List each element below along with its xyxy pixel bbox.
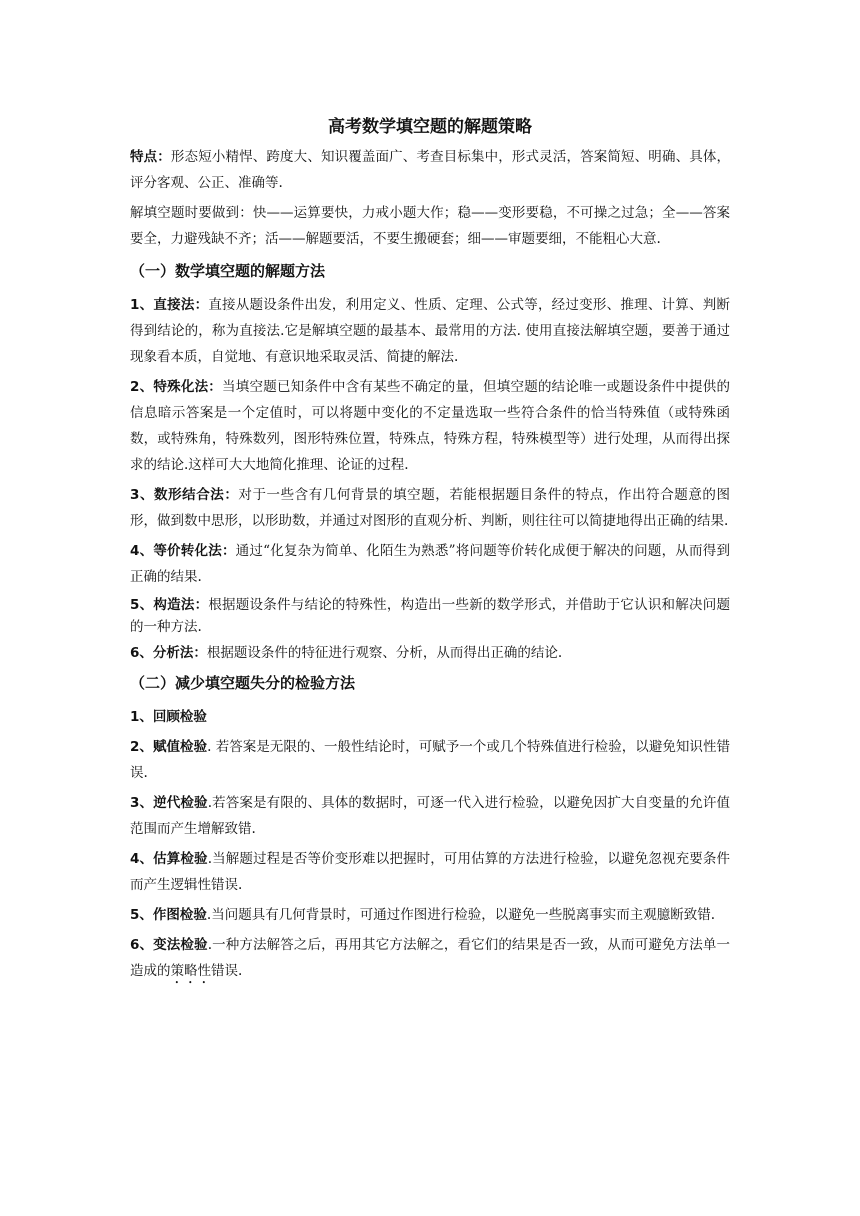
method-item: [130, 594, 730, 638]
check-lead: 4、估算检验: [130, 851, 208, 867]
requirements-paragraph: [130, 200, 730, 252]
method-lead: 1、直接法：: [130, 297, 209, 313]
method-item: [130, 292, 730, 370]
check-text: .一种方法解答之后，再用其它方法解之，看它们的结果是否一致，从而可避免方法单一造成的: [130, 937, 730, 979]
check-item: [130, 790, 730, 842]
check-tail: 错误.: [211, 963, 243, 979]
method-text: 根据题设条件的特征进行观察、分析，从而得出正确的结论.: [206, 645, 563, 661]
check-item: [130, 846, 730, 898]
method-lead: 4、等价转化法：: [130, 543, 236, 559]
section1-heading: （一）数学填空题的解题方法: [130, 262, 326, 280]
method-text: 根据题设条件与结论的特殊性，构造出一些新的数学形式，并借助于它认识和解决问题的一种方法.: [130, 597, 730, 635]
features-paragraph: [130, 144, 730, 196]
method-lead: 2、特殊化法：: [130, 379, 223, 395]
check-item: [130, 932, 730, 987]
check-text: .当问题具有几何背景时，可通过作图进行检验，以避免一些脱离事实而主观臆断致错.: [206, 907, 715, 923]
method-text: 当填空题已知条件中含有某些不确定的量，但填空题的结论唯一或题设条件中提供的信息暗示答案是一个定值时，可以将题中变化的不定量选取一些符合条件的恰当特殊值（或特殊函数，或特殊角，特殊数列，图形特殊位置，特殊点，特殊方程，特殊模型等）进行处理，从而得出探求的结论.这样可大大地简化推理、论证的过程.: [130, 379, 730, 473]
features-text: 形态短小精悍、跨度大、知识覆盖面广、考查目标集中，形式灵活，答案简短、明确、具体，评分客观、公正、准确等.: [130, 149, 731, 191]
check-item: [130, 704, 730, 730]
method-item: [130, 374, 730, 478]
check-lead: 5、作图检验: [130, 907, 207, 923]
document-body: [130, 112, 730, 991]
check-text: . 若答案是无限的、一般性结论时，可赋予一个或几个特殊值进行检验，以避免知识性错误.: [130, 739, 730, 781]
features-lead: 特点：: [130, 149, 171, 165]
method-lead: 3、数形结合法：: [130, 487, 239, 503]
check-lead: 6、变法检验: [130, 937, 208, 953]
check-lead: 3、逆代检验: [130, 795, 208, 811]
check-item: [130, 902, 730, 928]
method-item: [130, 642, 730, 664]
method-text: 对于一些含有几何背景的填空题，若能根据题目条件的特点，作出符合题意的图形，做到数中思形，以形助数，并通过对图形的直观分析、判断，则往往可以简捷地得出正确的结果.: [130, 487, 730, 529]
section2-heading: （二）减少填空题失分的检验方法: [130, 674, 356, 692]
method-item: [130, 482, 730, 534]
method-lead: 5、构造法：: [130, 597, 209, 613]
check-lead: 1、回顾检验: [130, 709, 207, 725]
check-text: .若答案是有限的、具体的数据时，可逐一代入进行检验，以避免因扩大自变量的允许值范围而产生增解致错.: [130, 795, 730, 837]
method-lead: 6、分析法：: [130, 645, 207, 661]
method-text: 通过“化复杂为简单、化陌生为熟悉”将问题等价转化成便于解决的问题，从而得到正确的结果.: [130, 543, 730, 585]
requirements-text: 解填空题时要做到：快——运算要快，力戒小题大作；稳——变形要稳，不可操之过急；全——答案要全，力避残缺不齐；活——解题要活，不要生搬硬套；细——审题要细，不能粗心大意.: [130, 205, 730, 247]
emphasized-text: 策略性: [170, 963, 211, 979]
document-title: 高考数学填空题的解题策略: [328, 117, 532, 137]
method-text: 直接从题设条件出发，利用定义、性质、定理、公式等，经过变形、推理、计算、判断得到结论的，称为直接法.它是解填空题的最基本、最常用的方法. 使用直接法解填空题，要善于通过现象看本质，自觉地、有意识地采取灵活、简捷的解法.: [130, 297, 730, 365]
check-item: [130, 734, 730, 786]
check-lead: 2、赋值检验: [130, 739, 208, 755]
check-text: .当解题过程是否等价变形难以把握时，可用估算的方法进行检验，以避免忽视充要条件而产生逻辑性错误.: [130, 851, 730, 893]
method-item: [130, 538, 730, 590]
